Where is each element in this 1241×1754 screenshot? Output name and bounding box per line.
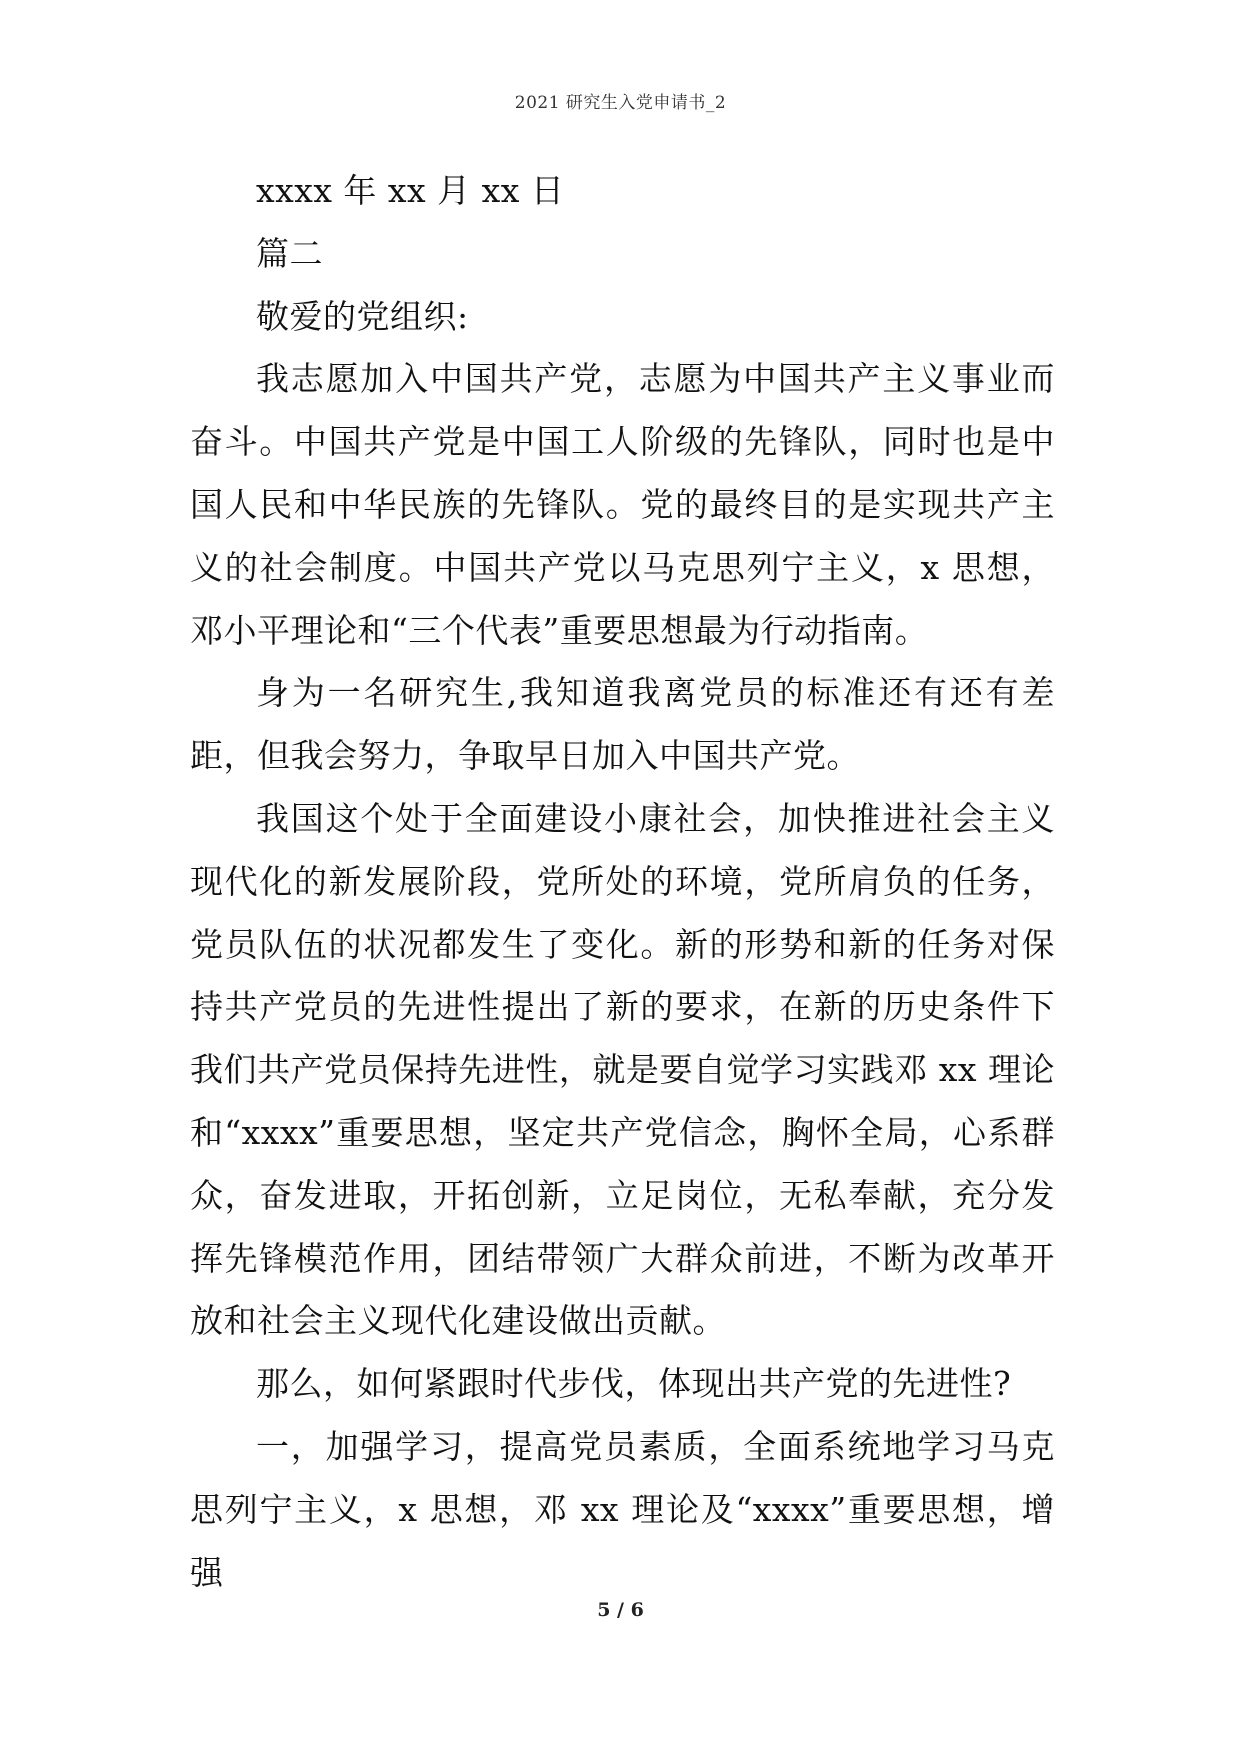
paragraph-point-one: 一，加强学习，提高党员素质，全面系统地学习马克思列宁主义，x 思想，邓 xx 理论及“xxxx”重要思想，增强 [190,1426,1055,1592]
page-number: 5 / 6 [597,1599,644,1621]
paragraph-context: 我国这个处于全面建设小康社会，加快推进社会主义现代化的新发展阶段，党所处的环境，党所肩负的任务，党员队伍的状况都发生了变化。新的形势和新的任务对保持共产党员的先进性提出了新的要求，在新的历史条件下我们共产党员保持先进性，就是要自觉学习实践邓 xx 理论和“xxxx”重要思想，坚定共产党信念，胸怀全局，心系群众，奋发进取，开拓创新，立足岗位，无私奉献，充分发挥先锋模范作用，团结带领广大群众前进，不断为改革开放和社会主义现代化建设做出贡献。 [190,798,1055,1341]
salutation: 敬爱的党组织: [256,296,469,336]
paragraph-self-assessment: 身为一名研究生,我知道我离党员的标准还有还有差距，但我会努力，争取早日加入中国共产党。 [190,673,1055,776]
document-body [190,160,1055,1604]
date-line: xxxx 年 xx 月 xx 日 [256,171,565,210]
page-header-title: 2021 研究生入党申请书_2 [514,93,727,113]
paragraph-pledge: 我志愿加入中国共产党，志愿为中国共产主义事业而奋斗。中国共产党是中国工人阶级的先锋队，同时也是中国人民和中华民族的先锋队。党的最终目的是实现共产主义的社会制度。中国共产党以马克思列宁主义，x 思想，邓小平理论和“三个代表”重要思想最为行动指南。 [190,359,1055,650]
paragraph-question: 那么，如何紧跟时代步伐，体现出共产党的先进性? [256,1364,1012,1404]
section-label: 篇二 [256,233,323,273]
